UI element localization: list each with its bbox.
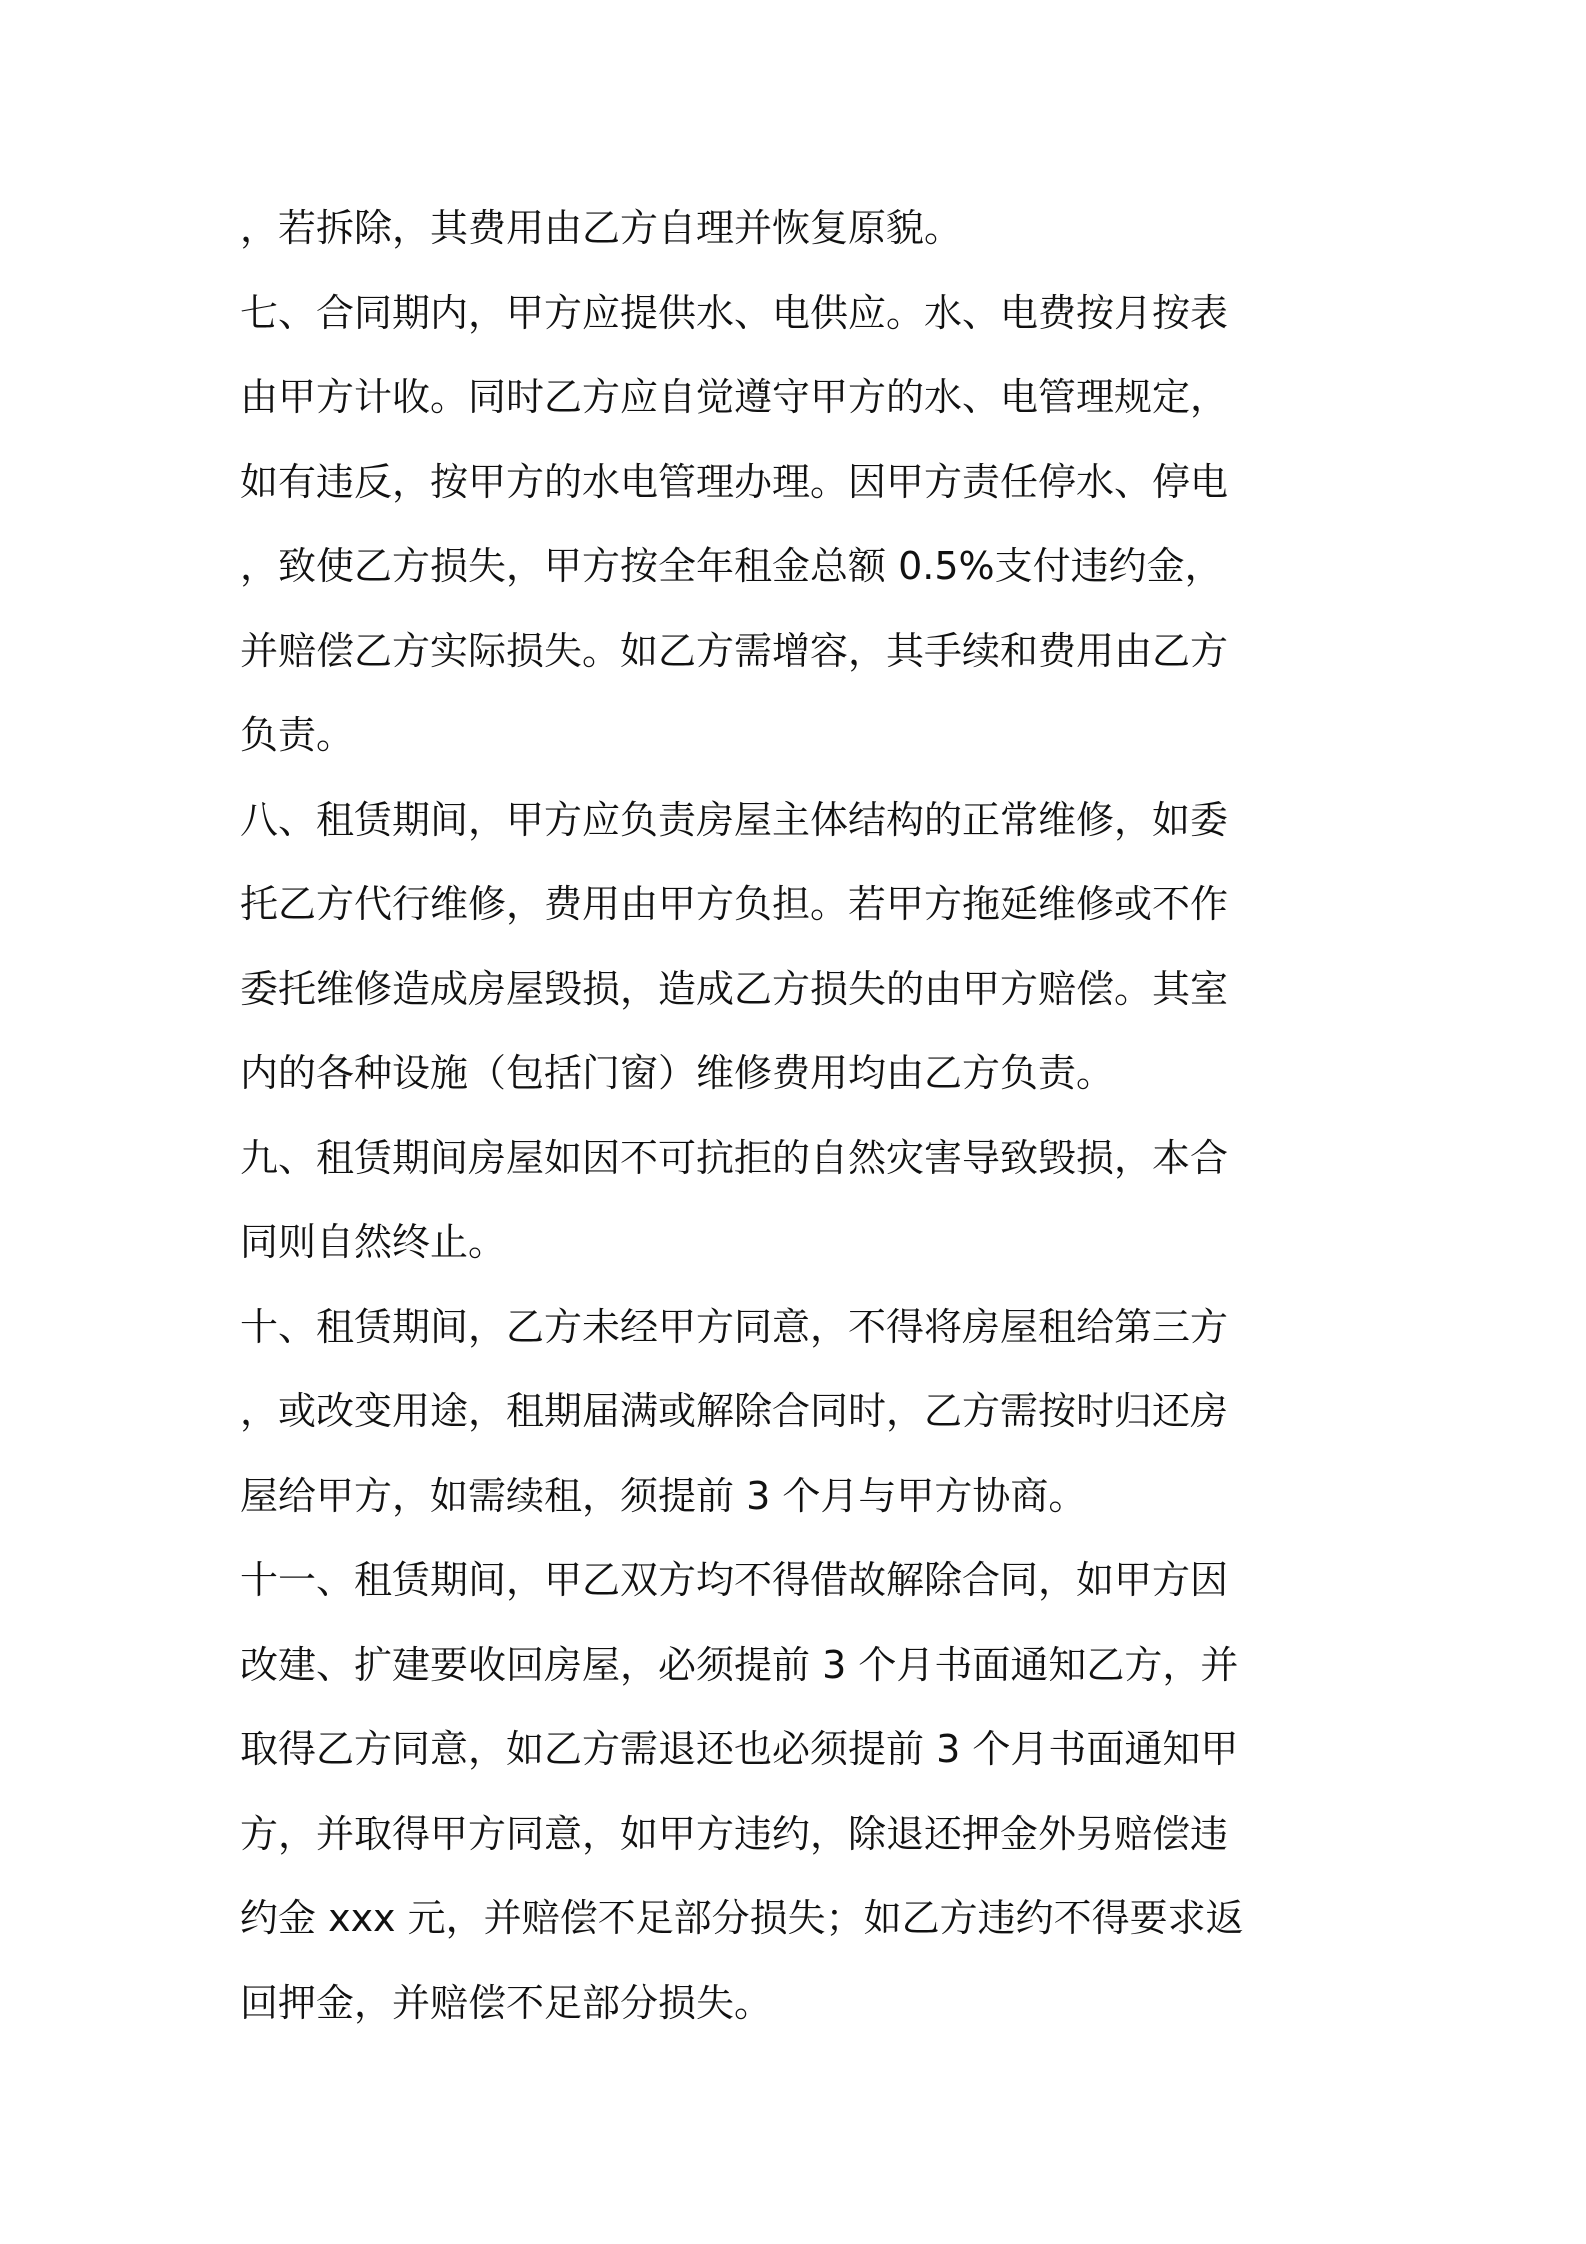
text-line: 屋给甲方，如需续租，须提前 3 个月与甲方协商。 — [240, 1473, 1087, 1518]
text-line: 如有违反，按甲方的水电管理办理。因甲方责任停水、停电 — [240, 459, 1229, 504]
text-line: 回押金，并赔偿不足部分损失。 — [240, 1980, 773, 2025]
text-line: 十、租赁期间，乙方未经甲方同意，不得将房屋租给第三方 — [240, 1304, 1229, 1349]
text-line: 约金 xxx 元，并赔偿不足部分损失；如乙方违约不得要求返 — [240, 1896, 1244, 1940]
text-line: ，或改变用途，租期届满或解除合同时，乙方需按时归还房 — [240, 1389, 1229, 1433]
text-line: 方，并取得甲方同意，如甲方违约，除退还押金外另赔偿违 — [240, 1811, 1229, 1856]
text-line: 取得乙方同意，如乙方需退还也必须提前 3 个月书面通知甲 — [240, 1727, 1239, 1771]
text-line: 由甲方计收。同时乙方应自觉遵守甲方的水、电管理规定， — [240, 375, 1229, 419]
text-line: 九、租赁期间房屋如因不可抗拒的自然灾害导致毁损，本合 — [240, 1135, 1229, 1180]
text-line: 委托维修造成房屋毁损，造成乙方损失的由甲方赔偿。其室 — [240, 966, 1229, 1011]
contract-text-body — [240, 186, 1355, 2045]
text-line: 负责。 — [240, 713, 355, 757]
text-line: 内的各种设施（包括门窗）维修费用均由乙方负责。 — [240, 1051, 1115, 1095]
text-line: 七、合同期内，甲方应提供水、电供应。水、电费按月按表 — [240, 290, 1229, 335]
text-line: 同则自然终止。 — [240, 1220, 507, 1264]
text-line: ，若拆除，其费用由乙方自理并恢复原貌。 — [240, 206, 963, 250]
text-line: 托乙方代行维修，费用由甲方负担。若甲方拖延维修或不作 — [240, 882, 1229, 926]
text-line: ，致使乙方损失，甲方按全年租金总额 0.5%支付违约金， — [240, 544, 1223, 588]
text-line: 改建、扩建要收回房屋，必须提前 3 个月书面通知乙方，并 — [240, 1642, 1239, 1687]
text-line: 八、租赁期间，甲方应负责房屋主体结构的正常维修，如委 — [240, 797, 1229, 842]
text-line: 并赔偿乙方实际损失。如乙方需增容，其手续和费用由乙方 — [240, 628, 1229, 673]
text-line: 十一、租赁期间，甲乙双方均不得借故解除合同，如甲方因 — [240, 1558, 1229, 1602]
